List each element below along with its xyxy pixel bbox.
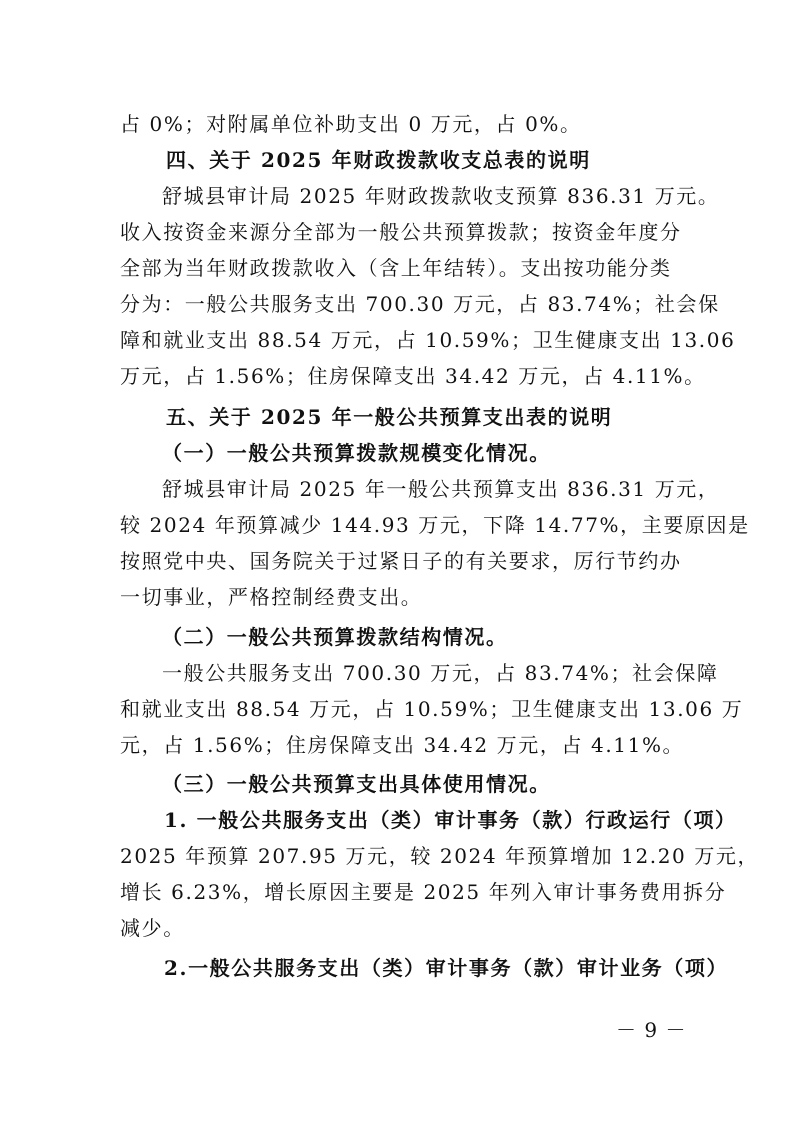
text-line-14: 一切事业，严格控制经费支出。 — [120, 585, 423, 609]
item-heading-2: 2.一般公共服务支出（类）审计事务（款）审计业务（项） — [164, 956, 729, 980]
section-heading-5: 五、关于 2025 年一般公共预算支出表的说明 — [166, 405, 613, 429]
text-line-21: 2025 年预算 207.95 万元，较 2024 年预算增加 12.20 万元， — [120, 844, 760, 868]
text-line-18: 元，占 1.56%；住房保障支出 34.42 万元，占 4.11%。 — [120, 733, 685, 757]
text-line-1: 占 0%；对附属单位补助支出 0 万元，占 0%。 — [120, 112, 582, 136]
text-line-7: 障和就业支出 88.54 万元，占 10.59%；卫生健康支出 13.06 — [120, 328, 736, 352]
text-line-8: 万元，占 1.56%；住房保障支出 34.42 万元，占 4.11%。 — [120, 364, 706, 388]
text-line-13: 按照党中央、国务院关于过紧日子的有关要求，厉行节约办 — [120, 549, 682, 573]
text-line-22: 增长 6.23%，增长原因主要是 2025 年列入审计事务费用拆分 — [120, 880, 727, 904]
text-line-17: 和就业支出 88.54 万元，占 10.59%；卫生健康支出 13.06 万 — [120, 697, 744, 721]
page-number: － 9 － — [616, 1018, 687, 1042]
text-line-6: 分为：一般公共服务支出 700.30 万元，占 83.74%；社会保 — [120, 292, 720, 316]
text-line-12: 较 2024 年预算减少 144.93 万元，下降 14.77%，主要原因是 — [120, 513, 750, 537]
item-heading-1: 1. 一般公共服务支出（类）审计事务（款）行政运行（项） — [164, 808, 737, 832]
text-line-4: 收入按资金来源分全部为一般公共预算拨款；按资金年度分 — [120, 220, 682, 244]
subheading-1: （一）一般公共预算拨款规模变化情况。 — [162, 441, 551, 465]
subheading-2: （二）一般公共预算拨款结构情况。 — [162, 625, 508, 649]
text-line-3: 舒城县审计局 2025 年财政拨款收支预算 836.31 万元。 — [162, 184, 720, 208]
section-heading-4: 四、关于 2025 年财政拨款收支总表的说明 — [166, 148, 591, 172]
text-line-16: 一般公共服务支出 700.30 万元，占 83.74%；社会保障 — [162, 661, 719, 685]
text-line-5: 全部为当年财政拨款收入（含上年结转）。支出按功能分类 — [120, 256, 672, 280]
text-line-23: 减少。 — [120, 916, 185, 940]
text-line-11: 舒城县审计局 2025 年一般公共预算支出 836.31 万元， — [162, 477, 720, 501]
subheading-3: （三）一般公共预算支出具体使用情况。 — [162, 772, 551, 796]
